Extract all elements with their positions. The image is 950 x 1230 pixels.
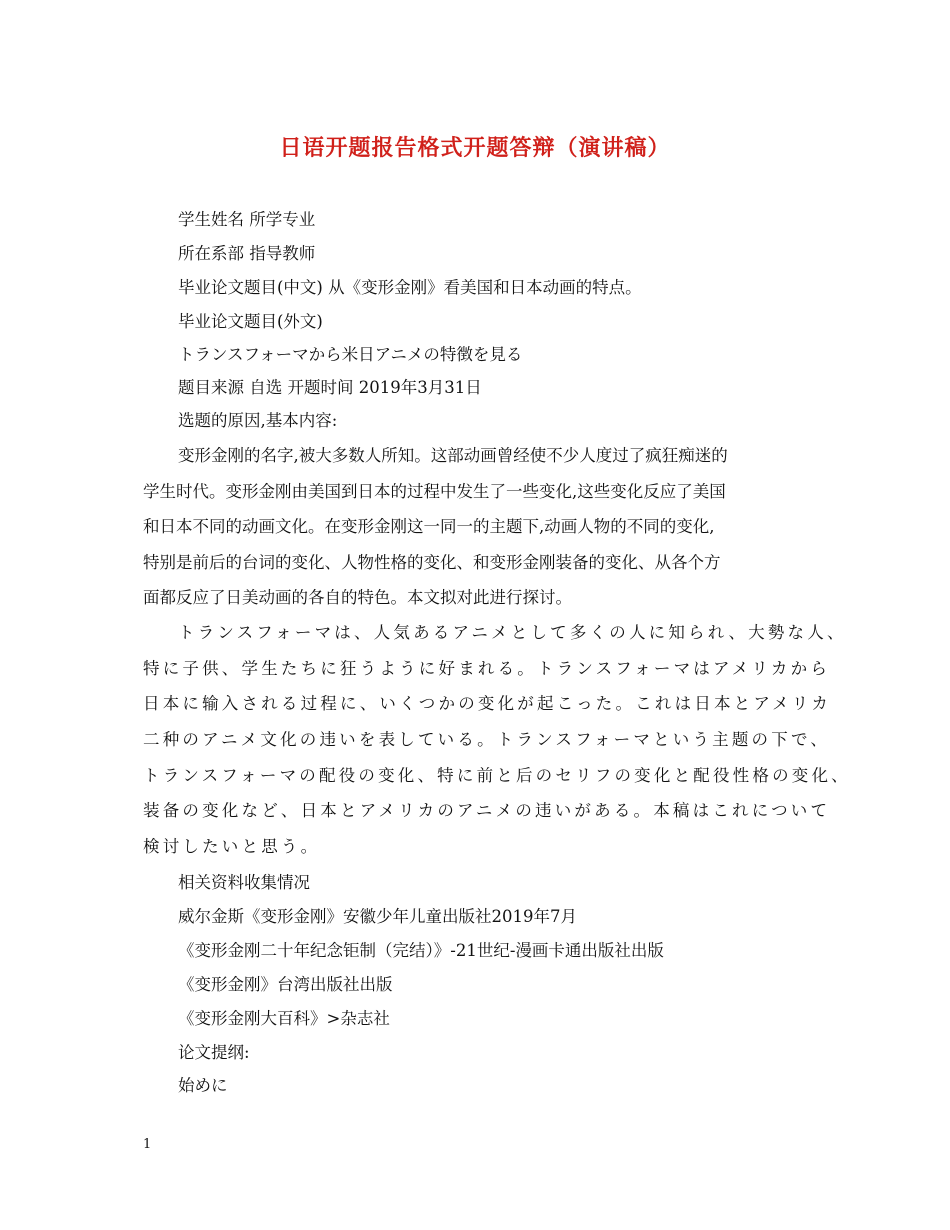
- outline-first-item: 始めに: [178, 1076, 228, 1095]
- thesis-title-foreign-text: トランスフォーマから米日アニメの特徴を見る: [178, 345, 523, 364]
- department-line: 所在系部 指导教师: [178, 244, 316, 263]
- chinese-paragraph-line-1: 变形金刚的名字,被大多数人所知。这部动画曾经使不少人度过了疯狂痴迷的: [178, 446, 728, 465]
- japanese-paragraph-line-7: 検讨したいと思う。: [143, 837, 321, 856]
- japanese-paragraph-line-1: トランスフォーマは、人気あるアニメとして多くの人に知られ、大勢な人、: [178, 623, 847, 642]
- chinese-paragraph-line-5: 面都反应了日美动画的各自的特色。本文拟对此进行探讨。: [143, 588, 572, 607]
- reference-item-4: 《变形金刚大百科》>杂志社: [178, 1009, 390, 1028]
- references-heading: 相关资料收集情况: [178, 873, 310, 892]
- japanese-paragraph-line-5: トランスフォーマの配役の变化、特に前と后のセリフの变化と配役性格の变化、: [143, 766, 851, 785]
- thesis-title-foreign-label: 毕业论文题目(外文): [178, 312, 323, 331]
- outline-heading: 论文提纲:: [178, 1043, 250, 1062]
- thesis-title-chinese-line: 毕业论文题目(中文) 从《变形金刚》看美国和日本动画的特点。: [178, 278, 642, 297]
- japanese-paragraph-line-4: 二种のアニメ文化の违いを表している。トランスフォーマという主题の下で、: [143, 730, 831, 749]
- chinese-paragraph-line-3: 和日本不同的动画文化。在变形金刚这一同一的主题下,动画人物的不同的变化,: [143, 517, 715, 536]
- document-title: 日语开题报告格式开题答辩（演讲稿）: [279, 135, 671, 161]
- reference-item-2: 《变形金刚二十年纪念钜制（完结）》-21世纪-漫画卡通出版社出版: [178, 941, 664, 960]
- reference-item-1: 威尔金斯《变形金刚》安徽少年儿童出版社2019年7月: [178, 907, 577, 926]
- student-name-line: 学生姓名 所学专业: [178, 210, 316, 229]
- japanese-paragraph-line-2: 特に子供、学生たちに狂うように好まれる。トランスフォーマはアメリカから: [143, 659, 831, 678]
- japanese-paragraph-line-6: 装备の变化など、日本とアメリカのアニメの违いがある。本稿はこれについて: [143, 801, 831, 820]
- chinese-paragraph-line-2: 学生时代。变形金刚由美国到日本的过程中发生了一些变化,这些变化反应了美国: [143, 482, 726, 501]
- page-number: 1: [143, 1137, 152, 1152]
- chinese-paragraph-line-4: 特别是前后的台词的变化、人物性格的变化、和变形金刚装备的变化、从各个方: [143, 553, 721, 572]
- topic-source-line: 题目来源 自选 开题时间 2019年3月31日: [178, 378, 482, 397]
- reference-item-3: 《变形金刚》台湾出版社出版: [178, 975, 393, 994]
- reason-heading: 选题的原因,基本内容:: [178, 411, 338, 430]
- japanese-paragraph-line-3: 日本に输入される过程に、いくつかの变化が起こった。これは日本とアメリカ: [143, 694, 832, 713]
